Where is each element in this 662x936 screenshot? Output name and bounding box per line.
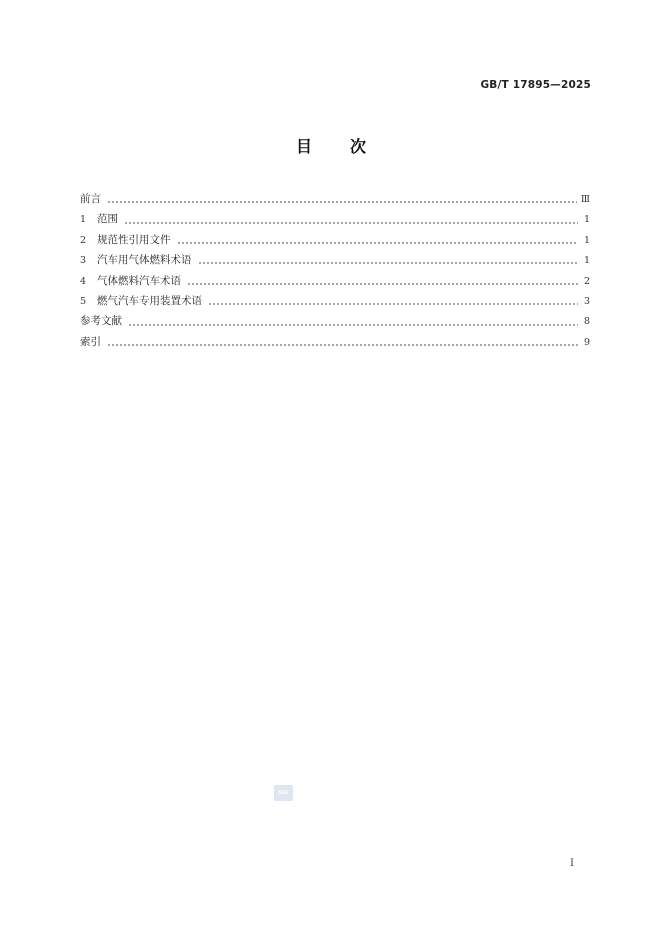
toc-entry-number: 5 — [80, 295, 87, 307]
toc-entry-page: 8 — [583, 316, 590, 328]
toc-title — [0, 134, 662, 157]
toc-leader-dots — [198, 255, 579, 265]
toc-entry-page: 1 — [583, 234, 590, 246]
toc-entry-number: 2 — [80, 234, 87, 246]
toc-entry-page: 9 — [583, 336, 590, 348]
toc-entry-vehicle-terms[interactable] — [80, 271, 590, 291]
toc-leader-dots — [124, 215, 578, 225]
toc-entry-label: 范围 — [97, 213, 118, 226]
toc-title-part2: 次 — [350, 137, 367, 156]
toc-entry-scope[interactable] — [80, 209, 590, 229]
toc-entry-page: 3 — [583, 295, 590, 307]
toc-entry-page: Ⅲ — [580, 194, 590, 205]
toc-leader-dots — [107, 194, 577, 204]
toc-entry-gas-fuel-terms[interactable] — [80, 250, 590, 270]
toc-leader-dots — [208, 296, 578, 306]
toc-entry-page: 2 — [583, 275, 590, 287]
toc-entry-index[interactable] — [80, 332, 590, 352]
toc-entry-page: 1 — [583, 255, 590, 267]
toc-entry-label: 气体燃料汽车术语 — [97, 274, 181, 287]
toc-entry-label: 汽车用气体燃料术语 — [97, 254, 192, 267]
toc-entry-device-terms[interactable] — [80, 291, 590, 311]
toc-entry-label: 规范性引用文件 — [97, 233, 171, 246]
toc-entry-page: 1 — [583, 214, 590, 226]
toc-entry-number: 1 — [80, 214, 87, 226]
toc-entry-label: 前言 — [80, 193, 101, 205]
toc-leader-dots — [107, 337, 578, 347]
sac-watermark-logo: SAC — [274, 785, 293, 801]
document-code: GB/T 17895—2025 — [480, 79, 591, 91]
toc-title-part1: 目 — [295, 137, 312, 156]
toc-entry-bibliography[interactable] — [80, 311, 590, 331]
page-number: I — [570, 858, 574, 869]
toc-entry-label: 索引 — [80, 335, 101, 348]
toc-list — [80, 189, 590, 352]
toc-entry-normative-references[interactable] — [80, 230, 590, 250]
toc-entry-label: 燃气汽车专用装置术语 — [97, 294, 202, 307]
toc-entry-number: 3 — [80, 255, 87, 267]
toc-entry-number: 4 — [80, 275, 87, 287]
toc-leader-dots — [128, 317, 578, 327]
toc-leader-dots — [187, 276, 578, 286]
toc-entry-foreword[interactable] — [80, 189, 590, 209]
toc-entry-label: 参考文献 — [80, 315, 122, 328]
toc-leader-dots — [177, 235, 579, 245]
